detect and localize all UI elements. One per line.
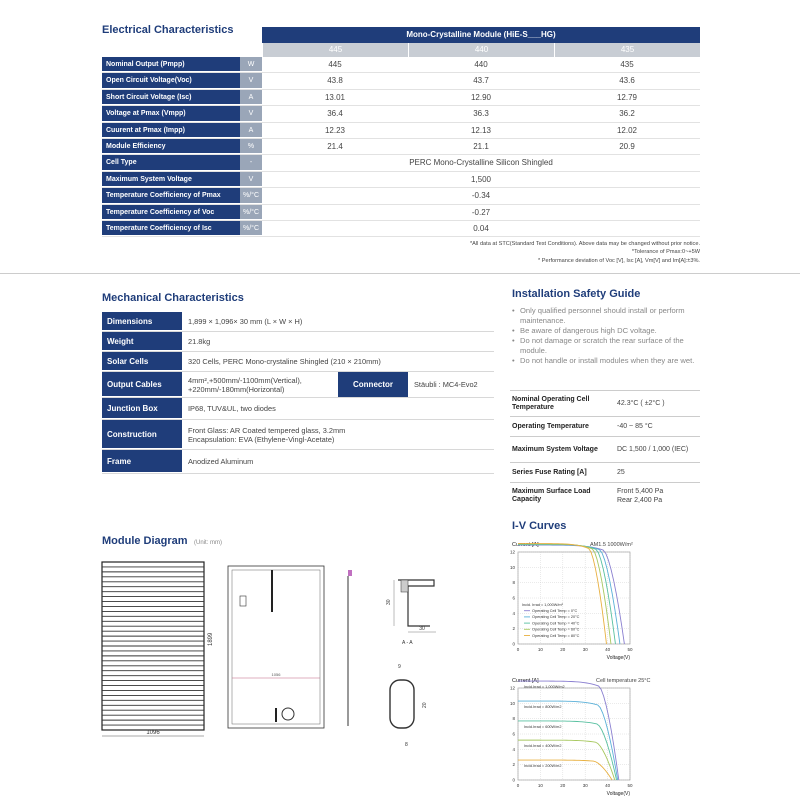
- column-header: 445: [262, 43, 408, 57]
- y-tick-label: 6: [512, 731, 515, 737]
- spec-value: -40 ~ 85 °C: [617, 423, 653, 430]
- inner-dim: 1056: [271, 672, 281, 677]
- spec-value: DC 1,500 / 1,000 (IEC): [617, 446, 689, 453]
- construction-label: Construction: [102, 420, 182, 449]
- x-tick-label: 0: [516, 783, 520, 788]
- row-value: 13.01: [324, 92, 346, 102]
- table-row: [102, 221, 700, 237]
- y-tick-label: 12: [509, 549, 515, 555]
- weight-value: 21.8kg: [188, 337, 211, 346]
- electrical-table: [102, 27, 700, 237]
- row-value: 12.79: [616, 92, 638, 102]
- row-value: 21.4: [327, 141, 343, 151]
- spec-row: [510, 416, 700, 436]
- note-line: * Performance deviation of Voc [V], Isc [A], Vm[V] and Im[A]:±3%.: [538, 257, 700, 264]
- legend-entry: Operating Cell Temp = 60°C: [532, 627, 580, 632]
- row-value: 445: [328, 60, 342, 69]
- row-label: Module Efficiency: [102, 139, 240, 154]
- row-label: Temperature Coefficiency of Isc: [102, 221, 240, 236]
- hole-detail: [390, 680, 414, 728]
- row-value: 36.2: [619, 109, 635, 119]
- series-label: Incid.Irrad = 800W/m2: [524, 705, 562, 710]
- note-line: *All data at STC(Standard Test Conditions). Above data may be changed without prior notice.: [470, 241, 700, 247]
- row-value: 21.1: [473, 141, 489, 151]
- table-row: [102, 106, 700, 122]
- y-axis-label: Current [A]: [512, 542, 539, 548]
- y-tick-label: 0: [512, 777, 515, 783]
- iv-chart-irradiance: [490, 668, 660, 798]
- legend-entry: Operating Cell Temp = 0°C: [532, 609, 578, 613]
- width-dim: 1096: [146, 730, 160, 736]
- row-value: 12.23: [324, 125, 346, 135]
- hole-w: 9: [398, 664, 401, 670]
- table-row: [102, 123, 700, 139]
- height-dim: 1899: [208, 632, 214, 646]
- cables-line: +220mm/-180mm(Horizontal): [188, 384, 285, 394]
- section-label: A - A: [402, 640, 413, 646]
- y-axis-label: Current [A]: [512, 678, 539, 684]
- legend-entry: Operating Cell Temp = 80°C: [532, 633, 580, 638]
- series-label: Incid.Irrad = 400W/m2: [524, 744, 562, 749]
- table-row: [102, 205, 700, 221]
- connector-label: Connector: [338, 372, 408, 397]
- x-tick-label: 20: [560, 783, 566, 788]
- section-glass: [401, 580, 408, 592]
- cables-label: Output Cables: [102, 372, 182, 397]
- y-tick-label: 2: [512, 626, 515, 632]
- row-value: 440: [474, 60, 488, 69]
- x-tick-label: 20: [560, 647, 566, 652]
- safety-item: • Only qualified personnel should install or perform maintenance.: [512, 306, 702, 326]
- spec-values: [617, 463, 700, 482]
- row-label: Open Circuit Voltage(Voc): [102, 73, 240, 88]
- row-unit: W: [240, 57, 262, 72]
- series-label: Incid.Irrad = 600W/m2: [524, 724, 562, 729]
- module-band: Mono-Crystalline Module (HiE-S___HG): [262, 27, 700, 43]
- table-row: [102, 155, 700, 171]
- spec-values: [617, 483, 700, 508]
- row-value: 43.8: [327, 76, 343, 86]
- note-line: *Tolerance of Pmax:0~+5W: [631, 249, 700, 256]
- cells-label: Solar Cells: [102, 352, 182, 371]
- y-tick-label: 8: [512, 580, 515, 586]
- spec-label: Maximum Surface Load Capacity: [512, 487, 591, 503]
- section-h: 30: [386, 599, 392, 605]
- row-value: -0.34: [471, 191, 491, 201]
- section-w: 30: [419, 626, 425, 632]
- row-label: Short Circuit Voltage (Isc): [102, 90, 240, 105]
- row-unit: A: [240, 123, 262, 138]
- spec-value: 42.3°C ( ±2°C ): [617, 400, 665, 407]
- y-tick-label: 10: [509, 564, 515, 570]
- row-unit: V: [240, 106, 262, 121]
- frame-label: Frame: [102, 450, 182, 473]
- table-row: [102, 172, 700, 188]
- safety-title: Installation Safety Guide: [512, 288, 641, 300]
- side-marker: [348, 570, 352, 576]
- dimensions-value: 1,899 × 1,096× 30 mm (L × W × H): [188, 317, 303, 326]
- weight-label: Weight: [102, 332, 182, 351]
- row-label: Temperature Coefficiency of Voc: [102, 205, 240, 220]
- construction-line: Front Glass: AR Coated tempered glass, 3.2mm: [188, 425, 346, 435]
- column-header: 440: [408, 43, 554, 57]
- row-label: Nominal Output (Pmpp): [102, 57, 240, 72]
- y-tick-label: 12: [509, 685, 515, 691]
- row-value: 43.6: [619, 76, 635, 86]
- row-label: Maximum System Voltage: [102, 172, 240, 187]
- spec-label: Maximum System Voltage: [512, 445, 598, 453]
- spec-values: [617, 391, 700, 416]
- row-value: 435: [620, 60, 634, 69]
- row-value: 36.3: [473, 109, 489, 119]
- y-tick-label: 10: [509, 700, 515, 706]
- row-value: 20.9: [619, 141, 635, 151]
- table-row: [102, 188, 700, 204]
- spec-label: Nominal Operating Cell Temperature: [512, 395, 590, 411]
- x-tick-label: 30: [582, 783, 588, 788]
- row-unit: %/°C: [240, 188, 262, 203]
- jbox-value: IP68, TUV&UL, two diodes: [188, 404, 276, 413]
- x-tick-label: 40: [605, 647, 611, 652]
- divider: [0, 273, 800, 274]
- row-value: 1,500: [470, 174, 492, 184]
- spec-value: Front 5,400 Pa: [617, 487, 664, 495]
- spec-label: Operating Temperature: [512, 422, 589, 430]
- y-tick-label: 6: [512, 595, 515, 601]
- x-tick-label: 10: [537, 647, 543, 652]
- mechanical-table: [102, 312, 494, 474]
- cables-line: 4mm²,+500mm/-1100mm(Vertical),: [188, 375, 302, 385]
- safety-item: • Do not damage or scratch the rear surface of the module.: [512, 336, 702, 356]
- series-label: Incid.Irrad = 1,000W/m2: [524, 685, 565, 690]
- y-tick-label: 0: [512, 641, 515, 647]
- x-tick-label: 40: [605, 783, 611, 788]
- x-tick-label: 0: [516, 647, 520, 652]
- back-frame: [228, 566, 324, 728]
- cables-value: [182, 372, 338, 397]
- cells-value: 320 Cells, PERC Mono-crystaline Shingled (210 × 210mm): [188, 357, 381, 366]
- spec-row: [510, 436, 700, 462]
- row-unit: A: [240, 90, 262, 105]
- safety-item: • Be aware of dangerous high DC voltage.: [512, 326, 702, 336]
- mechanical-title: Mechanical Characteristics: [102, 292, 244, 304]
- safety-item: • Do not handle or install modules when they are wet.: [512, 356, 702, 366]
- diagram-unit: (Unit: mm): [194, 540, 223, 546]
- x-tick-label: 30: [582, 647, 588, 652]
- row-unit: %/°C: [240, 221, 262, 236]
- row-value: 12.02: [616, 125, 638, 135]
- legend-entry: Operating Cell Temp = 40°C: [532, 621, 580, 626]
- construction-value: [182, 420, 494, 449]
- iv-chart-temperature: [490, 532, 660, 662]
- x-tick-label: 10: [537, 783, 543, 788]
- frame-value: Anodized Aluminum: [188, 457, 254, 466]
- spec-value: Rear 2,400 Pa: [617, 496, 663, 504]
- electrical-notes: [470, 240, 700, 265]
- row-label: Cuurent at Pmax (Impp): [102, 123, 240, 138]
- row-value: 12.90: [470, 92, 492, 102]
- spec-value: 25: [617, 469, 625, 476]
- table-row: [102, 139, 700, 155]
- row-unit: %/°C: [240, 205, 262, 220]
- row-unit: V: [240, 172, 262, 187]
- hole-h: 20: [422, 702, 428, 708]
- y-tick-label: 4: [512, 610, 515, 616]
- row-unit: %: [240, 139, 262, 154]
- spec-label: Series Fuse Rating [A]: [512, 468, 587, 476]
- spec-values: [617, 437, 700, 462]
- x-axis-label: Voltage(V): [606, 791, 630, 797]
- x-axis-label: Voltage(V): [606, 655, 630, 661]
- table-row: [102, 73, 700, 89]
- row-unit: V: [240, 73, 262, 88]
- safety-list: [512, 306, 702, 366]
- diagram-heading: [102, 531, 222, 549]
- row-value: PERC Mono-Crystalline Silicon Shingled: [409, 158, 553, 168]
- spec-row: [510, 462, 700, 482]
- y-tick-label: 4: [512, 746, 515, 752]
- hole-b: 8: [405, 742, 408, 748]
- spec-values: [617, 417, 700, 436]
- x-tick-label: 50: [627, 783, 633, 788]
- column-header: 435: [554, 43, 700, 57]
- x-tick-label: 50: [627, 647, 633, 652]
- row-label: Voltage at Pmax (Vmpp): [102, 106, 240, 121]
- dimensions-label: Dimensions: [102, 312, 182, 331]
- row-value: -0.27: [471, 207, 491, 217]
- row-value: 12.13: [470, 125, 492, 135]
- table-row: [102, 90, 700, 106]
- spec-row: [510, 390, 700, 416]
- table-row: [102, 57, 700, 73]
- row-value: 0.04: [473, 223, 489, 233]
- series-label: Incid.Irrad = 200W/m2: [524, 764, 562, 769]
- construction-line: Encapsulation: EVA (Ethylene-Vingl-Acetate): [188, 434, 335, 444]
- row-value: 43.7: [473, 76, 489, 86]
- legend-title: Incid. Irrad = 1,000W/m²: [522, 603, 563, 607]
- row-label: Cell Type: [102, 155, 240, 170]
- y-tick-label: 8: [512, 716, 515, 722]
- row-label: Temperature Coefficiency of Pmax: [102, 188, 240, 203]
- module-diagram: [96, 550, 462, 786]
- spec-row: [510, 482, 700, 508]
- legend-entry: Operating Cell Temp = 20°C: [532, 615, 580, 620]
- chart-title: Cell temperature 25°C: [596, 678, 651, 684]
- row-unit: -: [240, 155, 262, 170]
- chart-title: AM1.5 1000W/m²: [590, 542, 633, 548]
- diagram-title: Module Diagram: [102, 535, 188, 547]
- jbox-label: Junction Box: [102, 398, 182, 419]
- iv-title: I-V Curves: [512, 520, 567, 532]
- connector-value: Stäubli : MC4-Evo2: [414, 380, 478, 389]
- electrical-title: Electrical Characteristics: [102, 24, 234, 36]
- y-tick-label: 2: [512, 762, 515, 768]
- safety-specs: [510, 390, 700, 508]
- row-value: 36.4: [327, 109, 343, 119]
